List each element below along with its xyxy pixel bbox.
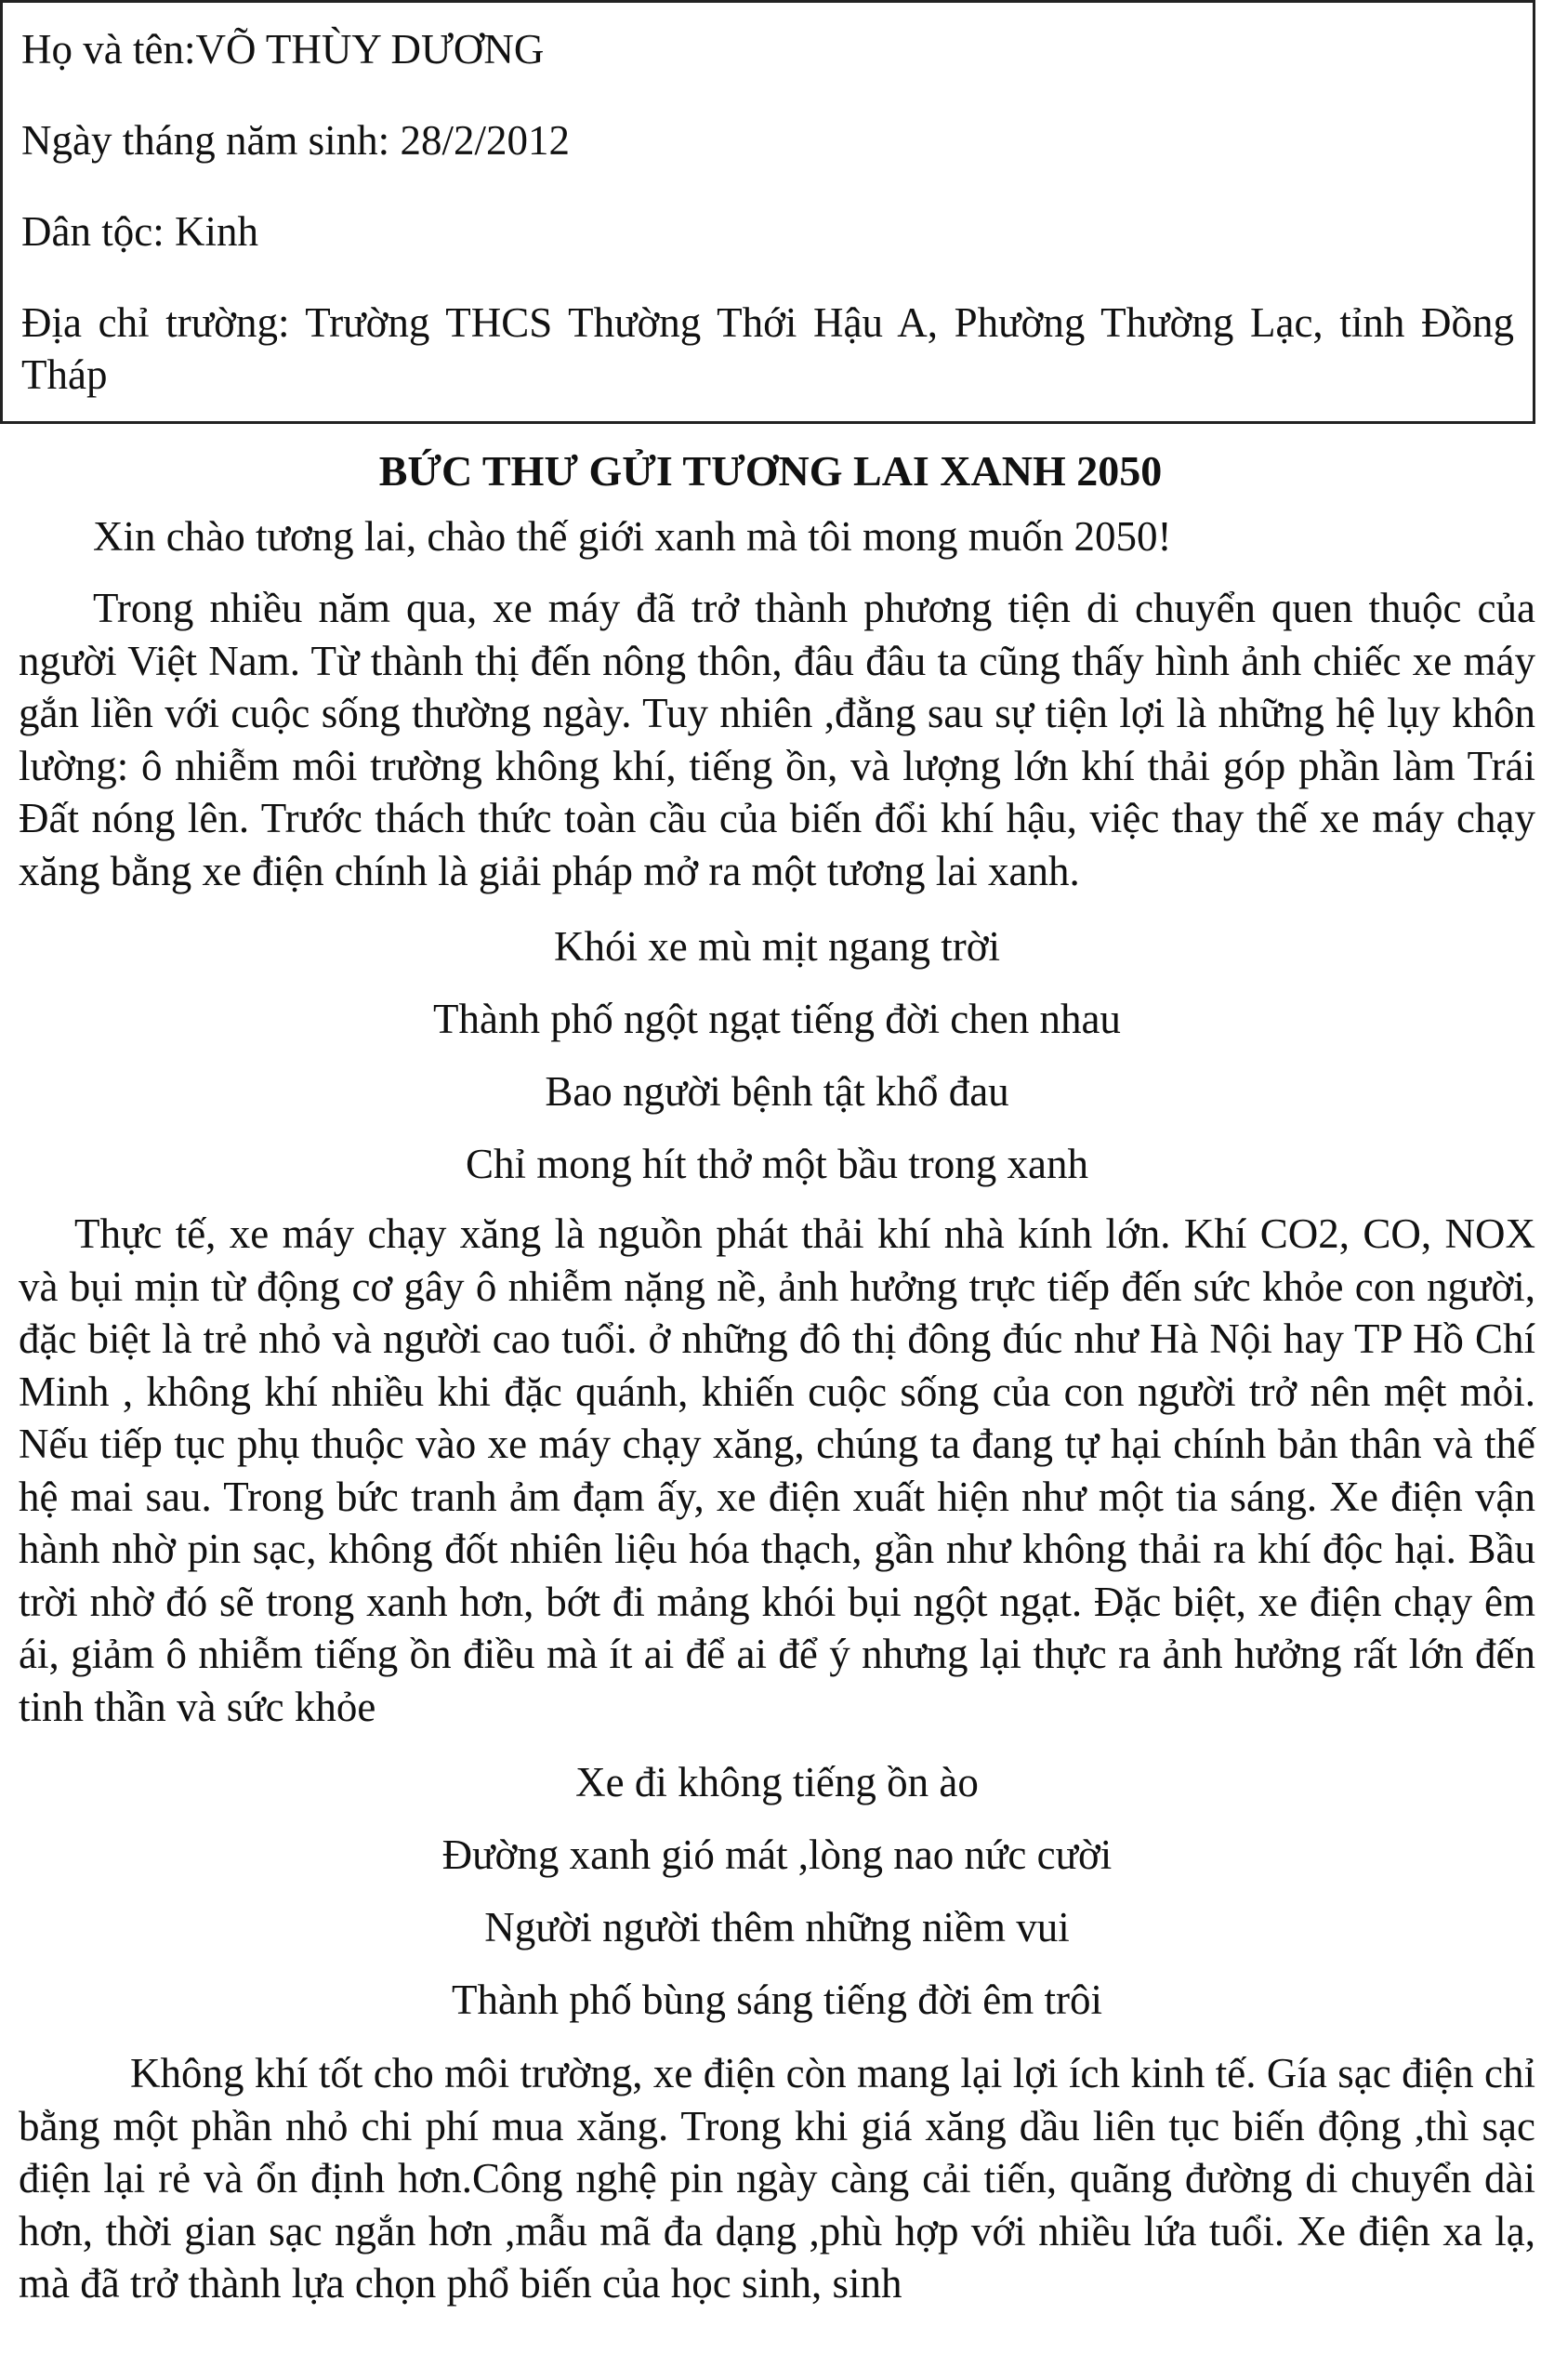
student-birth-date: Ngày tháng năm sinh: 28/2/2012 <box>21 117 570 164</box>
poem-stanza-2 <box>19 1746 1535 2036</box>
poem-line: Đường xanh gió mát ,lòng nao nức cười <box>441 1831 1113 1878</box>
letter-body <box>19 509 1535 2310</box>
poem-stanza-1 <box>19 910 1535 1200</box>
student-name: Họ và tên:VÕ THÙY DƯƠNG <box>21 26 545 73</box>
poem-line: Thành phố ngột ngạt tiếng đời chen nhau <box>433 996 1121 1042</box>
poem-line: Người người thêm những niềm vui <box>484 1904 1070 1950</box>
student-info-box <box>0 0 1535 424</box>
paragraph-2: Thực tế, xe máy chạy xăng là nguồn phát thải khí nhà kính lớn. Khí CO2, CO, NOX và bụi mịn từ động cơ gây ô nhiễm nặng nề, ảnh hưởng trực tiếp đến sức khỏe con người, đặc biệt là trẻ nhỏ và người cao tuổi. ở những đô thị đông đúc như Hà Nội hay TP Hồ Chí Minh , không khí nhiều khi đặc quánh, khiến cuộc sống của con người trở nên mệt mỏi. Nếu tiếp tục phụ thuộc vào xe máy chạy xăng, chúng ta đang tự hại chính bản thân và thế hệ mai sau. Trong bức tranh ảm đạm ấy, xe điện xuất hiện như một tia sáng. Xe điện vận hành nhờ pin sạc, không đốt nhiên liệu hóa thạch, gần như không thải ra khí độc hại. Bầu trời nhờ đó sẽ trong xanh hơn, bớt đi mảng khói bụi ngột ngạt. Đặc biệt, xe điện chạy êm ái, giảm ô nhiễm tiếng ồn điều mà ít ai để ai để ý nhưng lại thực ra ảnh hưởng rất lớn đến tinh thần và sức khỏe <box>19 1210 1535 1730</box>
poem-line: Xe đi không tiếng ồn ào <box>575 1759 979 1805</box>
poem-line: Thành phố bùng sáng tiếng đời êm trôi <box>452 1977 1102 2023</box>
paragraph-3: Không khí tốt cho môi trường, xe điện còn mang lại lợi ích kinh tế. Gía sạc điện chỉ bằng một phần nhỏ chi phí mua xăng. Trong khi giá xăng dầu liên tục biến động ,thì sạc điện lại rẻ và ổn định hơn.Công nghệ pin ngày càng cải tiến, quãng đường di chuyển dài hơn, thời gian sạc ngắn hơn ,mẫu mã đa dạng ,phù hợp với nhiều lứa tuổi. Xe điện xa lạ, mà đã trở thành lựa chọn phổ biến của học sinh, sinh <box>19 2050 1535 2307</box>
poem-line: Chỉ mong hít thở một bầu trong xanh <box>465 1141 1088 1187</box>
letter-title: BỨC THƯ GỬI TƯƠNG LAI XANH 2050 <box>378 447 1163 495</box>
student-ethnicity: Dân tộc: Kinh <box>21 208 258 255</box>
letter-greeting: Xin chào tương lai, chào thế giới xanh mà tôi mong muốn 2050! <box>93 513 1172 560</box>
paragraph-1: Trong nhiều năm qua, xe máy đã trở thành phương tiện di chuyển quen thuộc của người Việt Nam. Từ thành thị đến nông thôn, đâu đâu ta cũng thấy hình ảnh chiếc xe máy gắn liền với cuộc sống thường ngày. Tuy nhiên ,đằng sau sự tiện lợi là những hệ lụy khôn lường: ô nhiễm môi trường không khí, tiếng ồn, và lượng lớn khí thải góp phần làm Trái Đất nóng lên. Trước thách thức toàn cầu của biến đổi khí hậu, việc thay thế xe máy chạy xăng bằng xe điện chính là giải pháp mở ra một tương lai xanh. <box>19 585 1535 894</box>
poem-line: Bao người bệnh tật khổ đau <box>545 1068 1009 1115</box>
poem-line: Khói xe mù mịt ngang trời <box>554 923 1000 970</box>
school-address: Địa chỉ trường: Trường THCS Thường Thới Hậu A, Phường Thường Lạc, tỉnh Đồng Tháp <box>21 299 1514 398</box>
